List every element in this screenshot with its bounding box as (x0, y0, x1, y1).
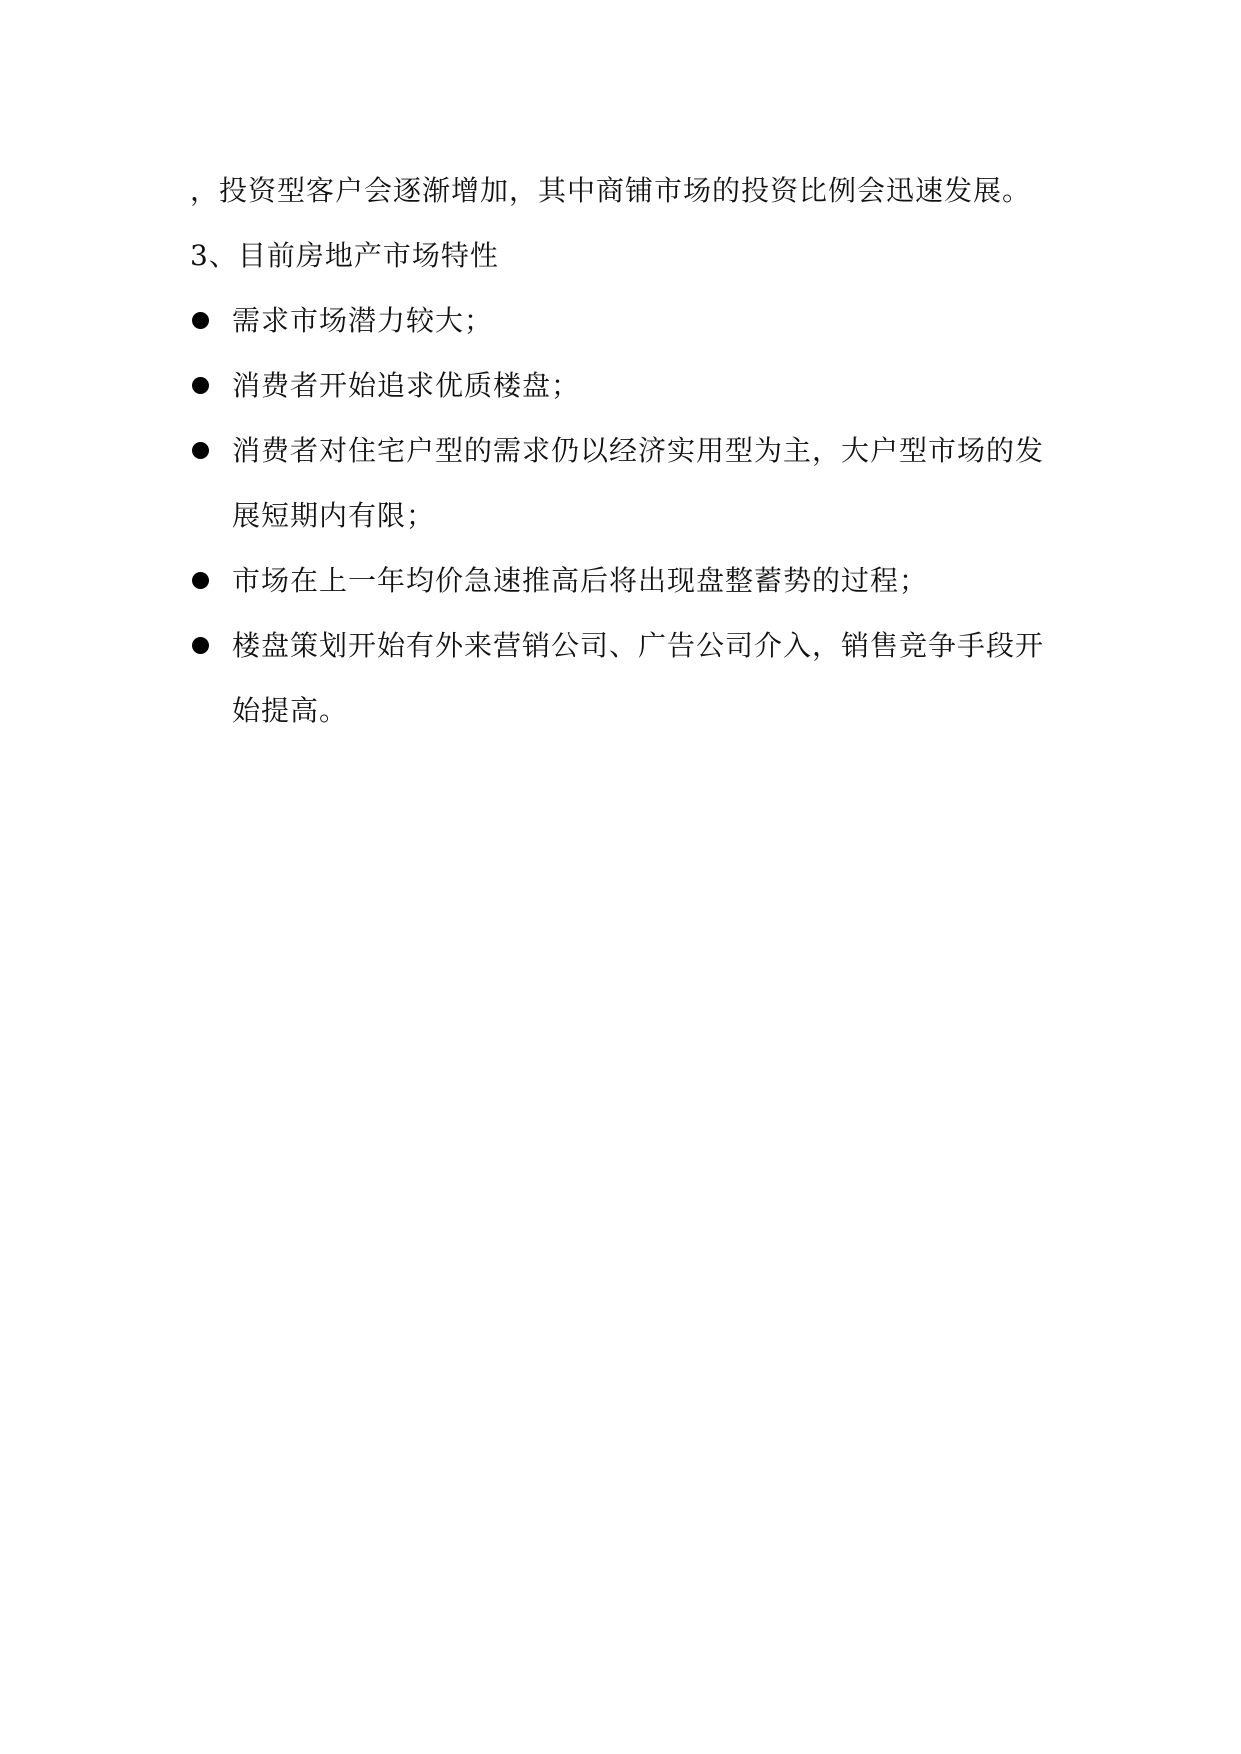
list-item-text: 消费者对住宅户型的需求仍以经济实用型为主，大户型市场的发展短期内有限； (232, 434, 1045, 532)
bullet-icon (192, 637, 209, 654)
list-item-text: 市场在上一年均价急速推高后将出现盘整蓄势的过程； (232, 564, 929, 597)
list-item (190, 613, 1070, 743)
document-body (190, 158, 1070, 743)
bullet-icon (192, 312, 209, 329)
list-item (190, 288, 1070, 353)
list-item (190, 548, 1070, 613)
list-item (190, 418, 1070, 548)
bullet-icon (192, 442, 209, 459)
intro-paragraph: ，投资型客户会逐渐增加，其中商铺市场的投资比例会迅速发展。 (190, 174, 1032, 207)
list-item-text: 楼盘策划开始有外来营销公司、广告公司介入，销售竞争手段开始提高。 (232, 629, 1045, 727)
market-characteristics-list (190, 288, 1070, 743)
bullet-icon (192, 377, 209, 394)
list-item-text: 消费者开始追求优质楼盘； (232, 369, 581, 402)
bullet-icon (192, 572, 209, 589)
section-heading: 3、目前房地产市场特性 (190, 239, 499, 272)
list-item (190, 353, 1070, 418)
list-item-text: 需求市场潜力较大； (232, 304, 494, 337)
